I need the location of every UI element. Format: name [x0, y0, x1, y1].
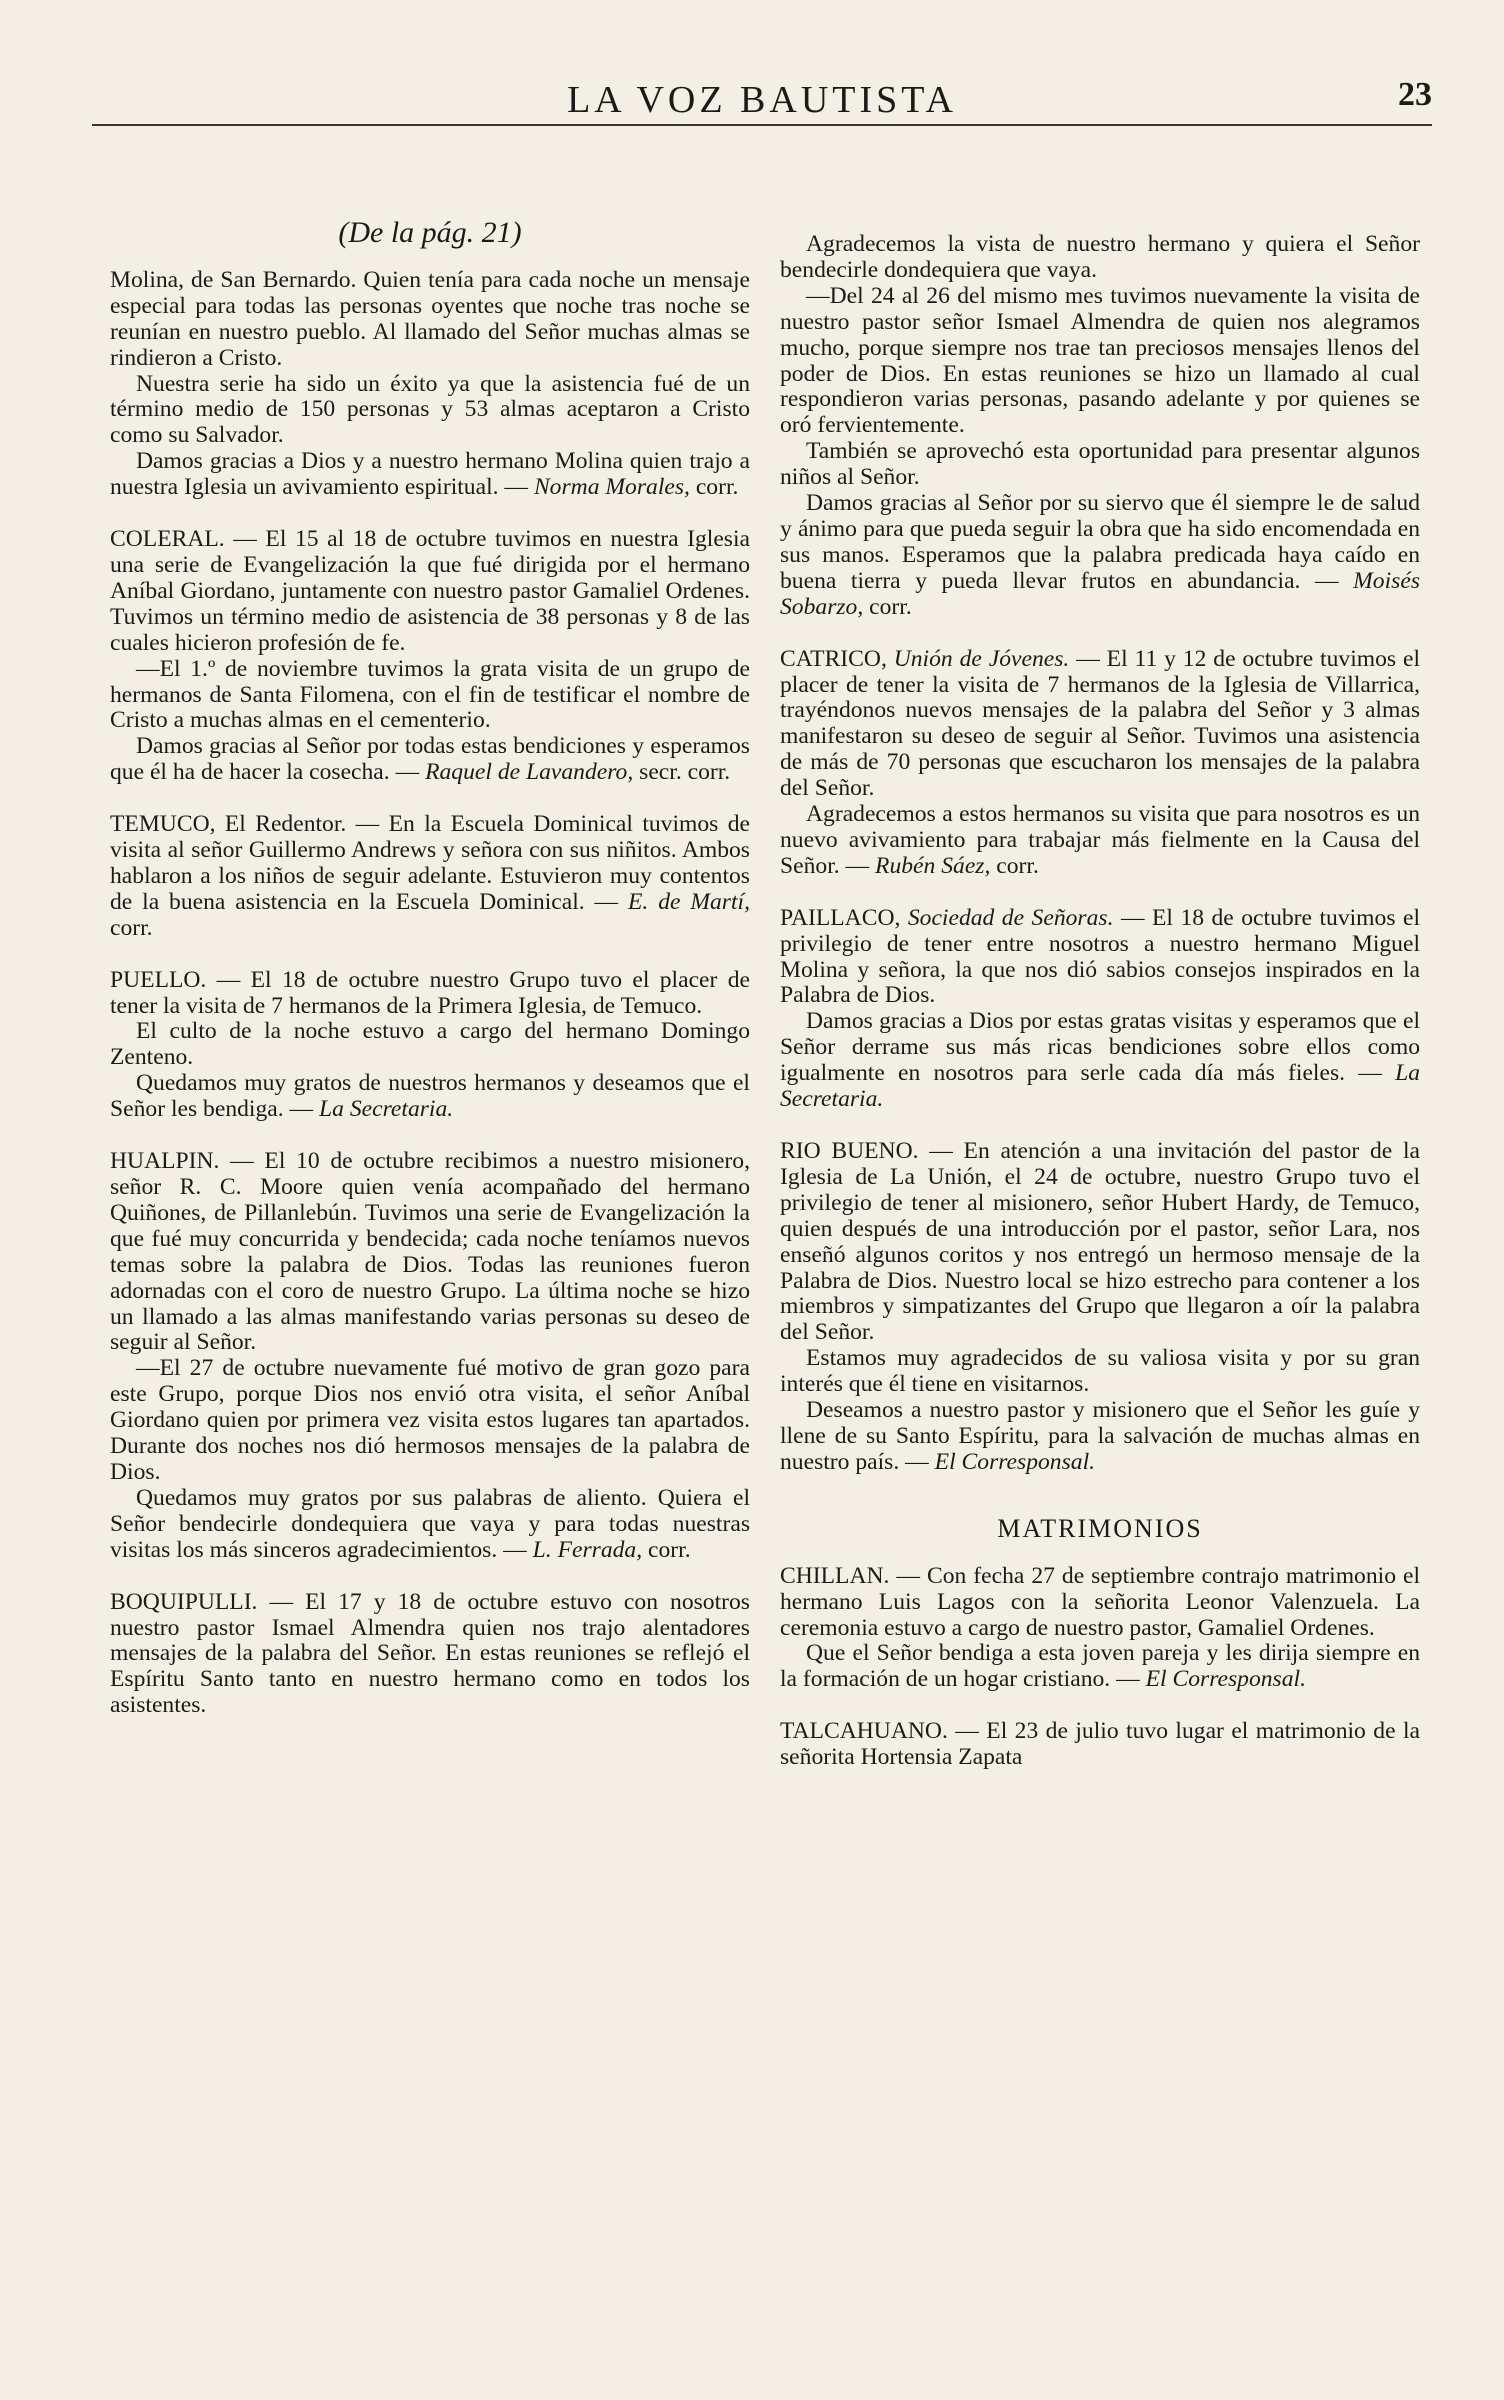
article-paragraph: —Del 24 al 26 del mismo mes tuvimos nuevamente la visita de nuestro pastor señor Ismael Almendra de quien nos alegramos mucho, porque siempre nos trae tan preciosos mensajes llenos del poder de Dios. En estas reuniones se hizo un llamado al cual respondieron varias personas, pasando adelante y por quienes se oró fervientemente. [780, 282, 1420, 439]
report-paillaco [780, 906, 1420, 1010]
paragraph-text: Deseamos a nuestro pastor y misionero que el Señor les guíe y llene de su Santo Espíritu, para la salvación de muchas almas en nuestro país. — [780, 1397, 1420, 1475]
left-column [110, 216, 750, 1719]
signature: Moisés Sobarzo, [780, 567, 1420, 620]
signature: Rubén Sáez, [875, 852, 991, 879]
paragraph-text: — Con fecha 27 de septiembre contrajo matrimonio el hermano Luis Lagos con la señorita Leonor Valenzuela. La ceremonia estuvo a cargo de nuestro pastor, Gamaliel Ordenes. [780, 1562, 1420, 1641]
page-number: 23 [1398, 76, 1432, 113]
paragraph-text: — En atención a una invitación del pastor de la Iglesia de La Unión, el 24 de octubre, nuestro Grupo tuvo el privilegio de tener al misionero, señor Hubert Hardy, de Temuco, quien después de una introducción por el pastor, señor Lara, nos enseñó algunos coritos y nos entregó un hermoso mensaje de la Palabra de Dios. Nuestro local se hizo estrecho para contener a los miembros y simpatizantes del Grupo que llegaron a oír la palabra del Señor. [780, 1138, 1420, 1346]
article-paragraph: Estamos muy agradecidos de su valiosa visita y por su gran interés que él tiene en visitarnos. [780, 1345, 1420, 1398]
place-heading: PUELLO. [110, 966, 207, 993]
place-heading: RIO BUENO. [780, 1138, 919, 1164]
report-puello [110, 968, 750, 1020]
article-paragraph [110, 1071, 750, 1123]
header-rule [92, 124, 1432, 126]
article-paragraph: También se aprovechó esta oportunidad para presentar algunos niños al Señor. [780, 438, 1420, 491]
place-heading: PAILLACO, [780, 904, 901, 931]
signature-role: secr. corr. [633, 759, 731, 786]
place-subheading: Unión de Jóvenes. [886, 645, 1070, 672]
report-chillan [780, 1564, 1420, 1642]
paragraph-text: — El 15 al 18 de octubre tuvimos en nuestra Iglesia una serie de Evangelización la que fué dirigida por el hermano Aníbal Giordano, juntamente con nuestro pastor Gamaliel Ordenes. Tuvimos un término medio de asistencia de 38 personas y 8 de las cuales hicieron profesión de fe. [110, 526, 750, 656]
report-catrico [780, 647, 1420, 802]
paragraph-text: Que el Señor bendiga a esta joven pareja y les dirija siempre en la formación de un hogar cristiano. — [780, 1640, 1420, 1693]
place-heading: TEMUCO, [110, 811, 216, 838]
signature: Raquel de Lavandero, [425, 759, 634, 786]
article-paragraph [780, 491, 1420, 621]
article-paragraph [780, 1641, 1420, 1693]
paragraph-text: — El 11 y 12 de octubre tuvimos el placer de tener la visita de 7 hermanos de la Iglesia de Villarrica, trayéndonos nuevos mensajes de la palabra del Señor y 3 almas manifestaron su deseo de seguir al Señor. Tuvimos una asistencia de más de 70 personas que escucharon los mensajes de la palabra del Señor. [780, 645, 1420, 802]
signature: Norma Morales, [533, 474, 690, 501]
signature: E. de Martí, [628, 888, 750, 915]
signature-role: corr. [110, 914, 153, 941]
place-heading: COLERAL. [110, 526, 225, 553]
paragraph-text: Damos gracias al Señor por su siervo que él siempre le de salud y ánimo para que pueda seguir la obra que ha sido encomendada en sus manos. Esperamos que la palabra predicada haya caído en buena tierra y pueda llevar frutos en abundancia. — [780, 490, 1420, 594]
signature-role: corr. [863, 593, 912, 620]
place-heading: CATRICO, [780, 645, 887, 672]
continuation-note: (De la pág. 21) [338, 216, 522, 249]
report-rio-bueno [780, 1139, 1420, 1346]
paragraph-text: Agradecemos a estos hermanos su visita que para nosotros es un nuevo avivamiento para trabajar más fielmente en la Causa del Señor. — [780, 801, 1420, 879]
paragraph-text: Damos gracias al Señor por todas estas bendiciones y esperamos que él ha de hacer la cosecha. — [110, 733, 750, 786]
article-paragraph: El culto de la noche estuvo a cargo del hermano Domingo Zenteno. [110, 1018, 750, 1071]
report-boquipulli [110, 1590, 750, 1720]
article-paragraph: —El 27 de octubre nuevamente fué motivo de gran gozo para este Grupo, porque Dios nos envió otra visita, el señor Aníbal Giordano quien por primera vez visita estos lugares tan apartados. Durante dos noches nos dió hermosos mensajes de la palabra de Dios. [110, 1355, 750, 1485]
article-paragraph [780, 1009, 1420, 1113]
place-heading: CHILLAN. [780, 1562, 890, 1589]
paragraph-text: — El 18 de octubre nuestro Grupo tuvo el placer de tener la visita de 7 hermanos de la Primera Iglesia, de Temuco. [110, 966, 750, 1019]
place-heading: BOQUIPULLI. [110, 1588, 258, 1615]
paragraph-text: Quedamos muy gratos de nuestros hermanos y deseamos que el Señor les bendiga. — [110, 1070, 750, 1123]
paragraph-text: — El 17 y 18 de octubre estuvo con nosotros nuestro pastor Ismael Almendra quien nos trajo alentadores mensajes de la palabra del Señor. En estas reuniones se reflejó el Espíritu Santo tanto en nuestro hermano como en todos los asistentes. [110, 1588, 750, 1719]
paragraph-text: — El 23 de julio tuvo lugar el matrimonio de la señorita Hortensia Zapata [780, 1718, 1420, 1771]
signature: La Secretaria. [780, 1060, 1421, 1113]
right-column [780, 232, 1420, 1771]
article-paragraph [780, 1398, 1420, 1476]
signature-role: corr. [689, 474, 739, 501]
report-talcahuano [780, 1719, 1420, 1771]
report-temuco [110, 812, 750, 942]
paragraph-text: Quedamos muy gratos por sus palabras de aliento. Quiera el Señor bendecirle dondequiera que vaya y para todas nuestras visitas los más sinceros agradecimientos. — [110, 1484, 750, 1563]
paragraph-text: Damos gracias a Dios y a nuestro hermano Molina quien trajo a nuestra Iglesia un avivamiento espiritual. — [110, 448, 750, 501]
place-heading: HUALPIN. [110, 1148, 220, 1175]
article-paragraph: Nuestra serie ha sido un éxito ya que la asistencia fué de un término medio de 150 personas y 53 almas aceptaron a Cristo como su Salvador. [110, 370, 750, 449]
signature-role: corr. [642, 1536, 691, 1563]
article-paragraph: —El 1.º de noviembre tuvimos la grata visita de un grupo de hermanos de Santa Filomena, con el fin de testificar el nombre de Cristo a muchas almas en el cementerio. [110, 655, 750, 734]
article-paragraph [110, 449, 750, 501]
page-header [92, 72, 1432, 132]
article-paragraph [780, 802, 1420, 880]
article-paragraph [110, 734, 750, 786]
signature: La Secretaria. [319, 1096, 454, 1123]
article-paragraph: Molina, de San Bernardo. Quien tenía para cada noche un mensaje especial para todas las personas oyentes que noche tras noche se reunían en nuestro pueblo. Al llamado del Señor muchas almas se rindieron a Cristo. [110, 266, 750, 371]
signature-role: corr. [990, 852, 1039, 879]
signature: El Corresponsal. [934, 1448, 1096, 1475]
article-paragraph: Agradecemos la vista de nuestro hermano y quiera el Señor bendecirle dondequiera que vaya. [780, 231, 1420, 283]
paragraph-text: El Redentor. — En la Escuela Dominical tuvimos de visita al señor Guillermo Andrews y señora con sus niñitos. Ambos hablaron a los niños de seguir adelante. Estuvieron muy contentos de la buena asistencia en la Escuela Dominical. — [110, 811, 750, 915]
place-heading: TALCAHUANO. [780, 1718, 948, 1745]
signature: El Corresponsal. [1145, 1666, 1306, 1693]
paragraph-text: Damos gracias a Dios por estas gratas visitas y esperamos que el Señor derrame sus más ricas bendiciones sobre ellos como igualmente en nosotros para serle cada día más fieles. — [780, 1008, 1420, 1087]
paragraph-text: — El 18 de octubre tuvimos el privilegio de tener entre nosotros a nuestro hermano Miguel Molina y señora, la que nos dió sabios consejos inspirados en la Palabra de Dios. [780, 904, 1420, 1009]
report-coleral [110, 527, 750, 657]
place-subheading: Sociedad de Señoras. [900, 904, 1114, 931]
article-paragraph [110, 1486, 750, 1564]
paragraph-text: — El 10 de octubre recibimos a nuestro misionero, señor R. C. Moore quien venía acompañado del hermano Quiñones, de Pillanlebún. Tuvimos una serie de Evangelización la que fué muy concurrida y bendecida; cada noche teníamos nuevos temas sobre la palabra de Dios. Todas las reuniones fueron adornadas con el coro de nuestro Grupo. La última noche se hizo un llamado a las almas manifestando varias personas su deseo de seguir al Señor. [110, 1148, 750, 1356]
magazine-title: LA VOZ BAUTISTA [567, 79, 957, 121]
section-title-matrimonios: MATRIMONIOS [997, 1513, 1203, 1543]
report-hualpin [110, 1149, 750, 1356]
signature: L. Ferrada, [532, 1536, 643, 1563]
